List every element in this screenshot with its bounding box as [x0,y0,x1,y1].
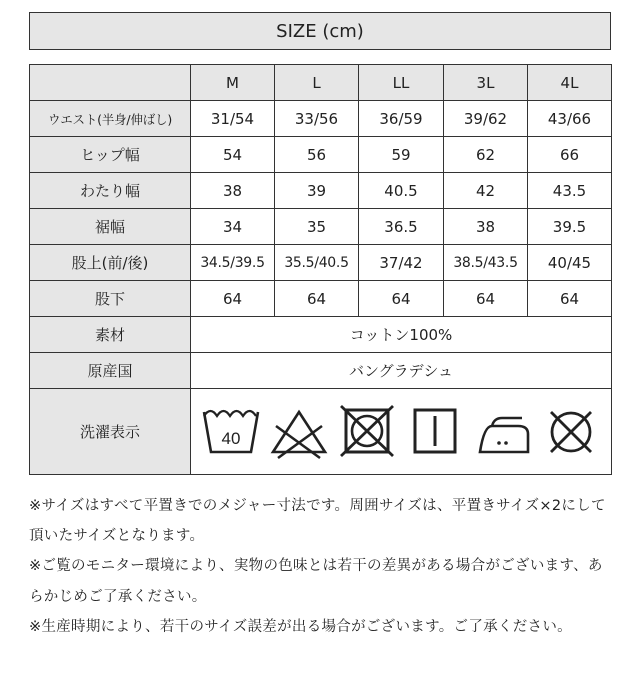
table-row [30,281,612,317]
table-cell: 43/66 [528,101,612,137]
table-cell: 54 [191,137,275,173]
table-row [30,209,612,245]
corner-cell [30,65,191,101]
iron-low-icon [472,404,534,460]
table-cell: 64 [444,281,528,317]
table-row [30,317,612,353]
wash-40-icon [200,404,262,460]
table-cell: 39.5 [528,209,612,245]
table-cell: 62 [444,137,528,173]
table-row [30,389,612,475]
header-row [30,65,612,101]
column-header: L [275,65,359,101]
table-cell: 31/54 [191,101,275,137]
no-tumble-dry-icon [336,404,398,460]
table-row [30,101,612,137]
table-cell: 42 [444,173,528,209]
row-label-thigh: わたり幅 [30,173,191,209]
table-cell: 38 [191,173,275,209]
column-header: 4L [528,65,612,101]
row-label-origin: 原産国 [30,353,191,389]
line-dry-icon [404,404,466,460]
row-label-material: 素材 [30,317,191,353]
table-cell: 33/56 [275,101,359,137]
table-cell: 36.5 [359,209,444,245]
wash-temperature: 40 [221,428,241,448]
table-row [30,137,612,173]
table-cell: 38.5/43.5 [444,245,528,281]
row-label-hip: ヒップ幅 [30,137,191,173]
row-label-care: 洗濯表示 [30,389,191,475]
column-header: 3L [444,65,528,101]
row-label-rise: 股上(前/後) [30,245,191,281]
origin-value: バングラデシュ [191,353,612,389]
size-notes [29,491,614,642]
table-row [30,245,612,281]
table-cell: 36/59 [359,101,444,137]
note-production: ※生産時期により、若干のサイズ誤差が出る場合がございます。ご了承ください。 [29,618,572,635]
table-cell: 59 [359,137,444,173]
table-row [30,173,612,209]
table-cell: 64 [275,281,359,317]
table-row [30,353,612,389]
table-cell: 40.5 [359,173,444,209]
table-cell: 66 [528,137,612,173]
size-table [29,64,612,475]
no-dry-clean-icon [540,404,602,460]
table-cell: 35 [275,209,359,245]
table-cell: 64 [191,281,275,317]
row-label-hem: 裾幅 [30,209,191,245]
table-cell: 43.5 [528,173,612,209]
table-cell: 64 [528,281,612,317]
table-cell: 64 [359,281,444,317]
material-value: コットン100% [191,317,612,353]
table-cell: 38 [444,209,528,245]
table-cell: 37/42 [359,245,444,281]
table-cell: 56 [275,137,359,173]
table-cell: 39 [275,173,359,209]
column-header: LL [359,65,444,101]
size-title: SIZE (cm) [29,12,611,50]
table-cell: 35.5/40.5 [275,245,359,281]
table-cell: 40/45 [528,245,612,281]
row-label-waist: ウエスト(半身/伸ばし) [30,101,191,137]
care-symbols [191,389,612,475]
table-cell: 34 [191,209,275,245]
row-label-inseam: 股下 [30,281,191,317]
table-cell: 39/62 [444,101,528,137]
table-cell: 34.5/39.5 [191,245,275,281]
note-color: ※ご覧のモニター環境により、実物の色味とは若干の差異がある場合がございます、あらかじめご了承ください。 [29,558,603,605]
no-bleach-icon [268,404,330,460]
column-header: M [191,65,275,101]
note-measurement: ※サイズはすべて平置きでのメジャー寸法です。周囲サイズは、平置きサイズ×2にして頂いたサイズとなります。 [29,498,606,545]
